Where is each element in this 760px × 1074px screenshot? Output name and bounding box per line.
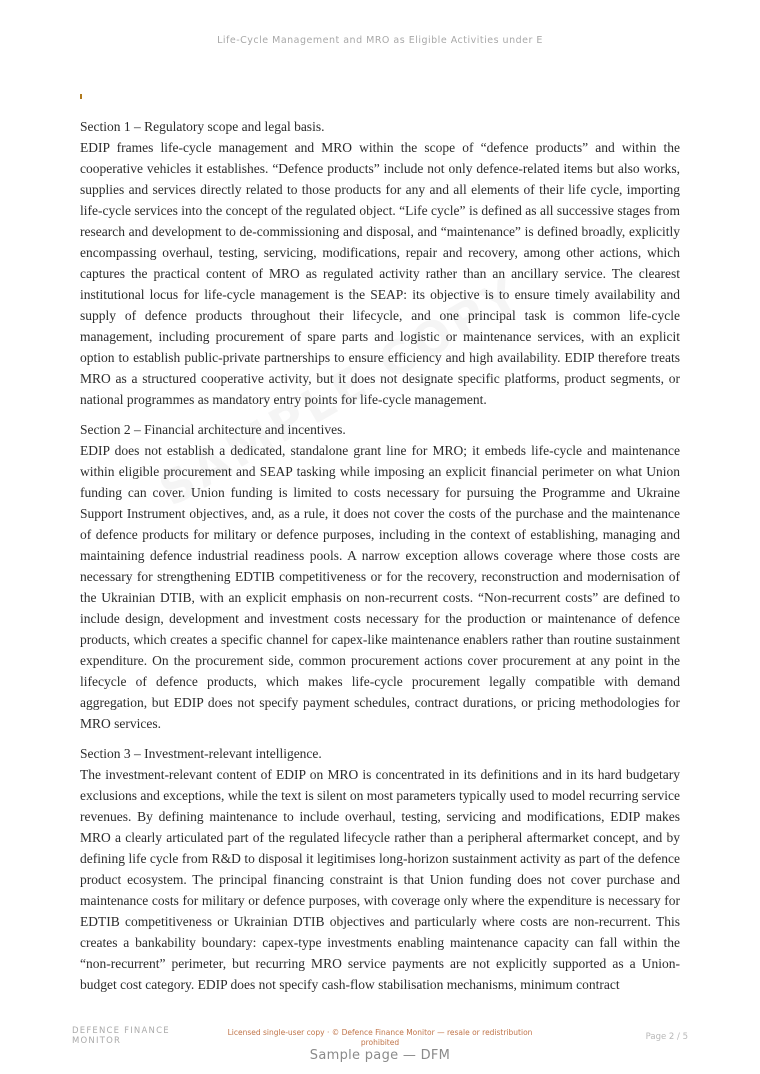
section-heading: Section 2 – Financial architecture and incentives. — [80, 422, 346, 437]
section-paragraph: EDIP does not establish a dedicated, standalone grant line for MRO; it embeds life-cycle and maintenance within eligible procurement and SEAP tasking while imposing an explicit financial perimeter on what Union funding can cover. Union funding is limited to costs necessary for pursuing the Programme and Ukraine Support Instrument objectives, and, as a rule, it does not cover the costs of the purchase and the maintenance of defence products for military or defence purposes, including in the context of establishing, managing and maintaining defence industrial readiness pools. A narrow exception allows coverage where those costs are necessary for strengthening EDTIB competitiveness or for the recovery, reconstruction and modernisation of the Ukrainian DTIB, with an explicit emphasis on non-recurrent costs. “Non-recurrent costs” are defined to include design, development and investment costs necessary for the production or maintenance of defence products, which creates a specific channel for capex-like maintenance enablers rather than routine sustainment expenditure. On the procurement side, common procurement actions cover procurement at any point in the lifecycle of defence products, which makes life-cycle procurement legally compatible with demand aggregation, but EDIP does not specify payment schedules, contract durations, or pricing methodologies for MRO services. — [80, 443, 680, 731]
license-notice: Licensed single-user copy · © Defence Finance Monitor — resale or redistribution prohibited — [227, 1028, 533, 1047]
section-heading: Section 3 – Investment-relevant intelligence. — [80, 746, 322, 761]
footer-brand — [72, 1026, 170, 1046]
document-body — [80, 116, 680, 1004]
footer-brand-line-2: MONITOR — [72, 1036, 122, 1046]
footer-brand-line-1: DEFENCE FINANCE — [72, 1026, 170, 1036]
section-heading: Section 1 – Regulatory scope and legal basis. — [80, 119, 325, 134]
section-1 — [80, 116, 680, 410]
running-header: Life-Cycle Management and MRO as Eligible Activities under E — [217, 35, 543, 46]
section-3 — [80, 743, 680, 995]
section-paragraph: The investment-relevant content of EDIP on MRO is concentrated in its definitions and in its hard budgetary exclusions and exceptions, while the text is silent on most parameters typically used to model recurring service revenues. By defining maintenance to include overhaul, testing, servicing and modifications, EDIP makes MRO a clearly articulated part of the regulated lifecycle rather than a peripheral aftermarket concept, and by defining life cycle from R&D to disposal it legitimises long-horizon sustainment activity as part of the defence product ecosystem. The principal financing constraint is that Union funding does not cover purchase and maintenance costs for military or defence purposes, with coverage only where the expenditure is necessary for EDTIB competitiveness or Ukrainian DTIB objectives and particularly where costs are non-recurrent. This creates a bankability boundary: capex-type investments enabling maintenance capacity can fall within the “non-recurrent” perimeter, but recurring MRO service payments are not explicitly supported as a Union-budget cost category. EDIP does not specify cash-flow stabilisation mechanisms, minimum contract — [80, 767, 680, 992]
page-number: Page 2 / 5 — [645, 1032, 688, 1042]
section-paragraph: EDIP frames life-cycle management and MRO within the scope of “defence products” and within the cooperative vehicles it establishes. “Defence products” include not only defence-related items but also works, supplies and services directly related to those products for any and all elements of their life cycle, importing life-cycle services into the concept of the regulated object. “Life cycle” is defined as all successive stages from research and development to de-commissioning and disposal, and “maintenance” is defined broadly, explicitly encompassing overhaul, testing, servicing, modifications, repair and recovery, among other actions, which captures the practical content of MRO as regulated activity rather than an ancillary service. The clearest institutional locus for life-cycle management is the SEAP: its objective is to ensure timely availability and supply of defence products throughout their lifecycle, and one principal task is common life-cycle management, including procurement of spare parts and logistic or maintenance services, with an explicit option to establish public-private partnerships to ensure efficiency and high availability. EDIP therefore treats MRO as a structured cooperative activity, but it does not designate specific platforms, product segments, or national programmes as mandatory entry points for life-cycle management. — [80, 140, 680, 407]
section-2 — [80, 419, 680, 734]
accent-marker — [80, 94, 82, 99]
sample-page-label: Sample page — DFM — [309, 1048, 451, 1063]
